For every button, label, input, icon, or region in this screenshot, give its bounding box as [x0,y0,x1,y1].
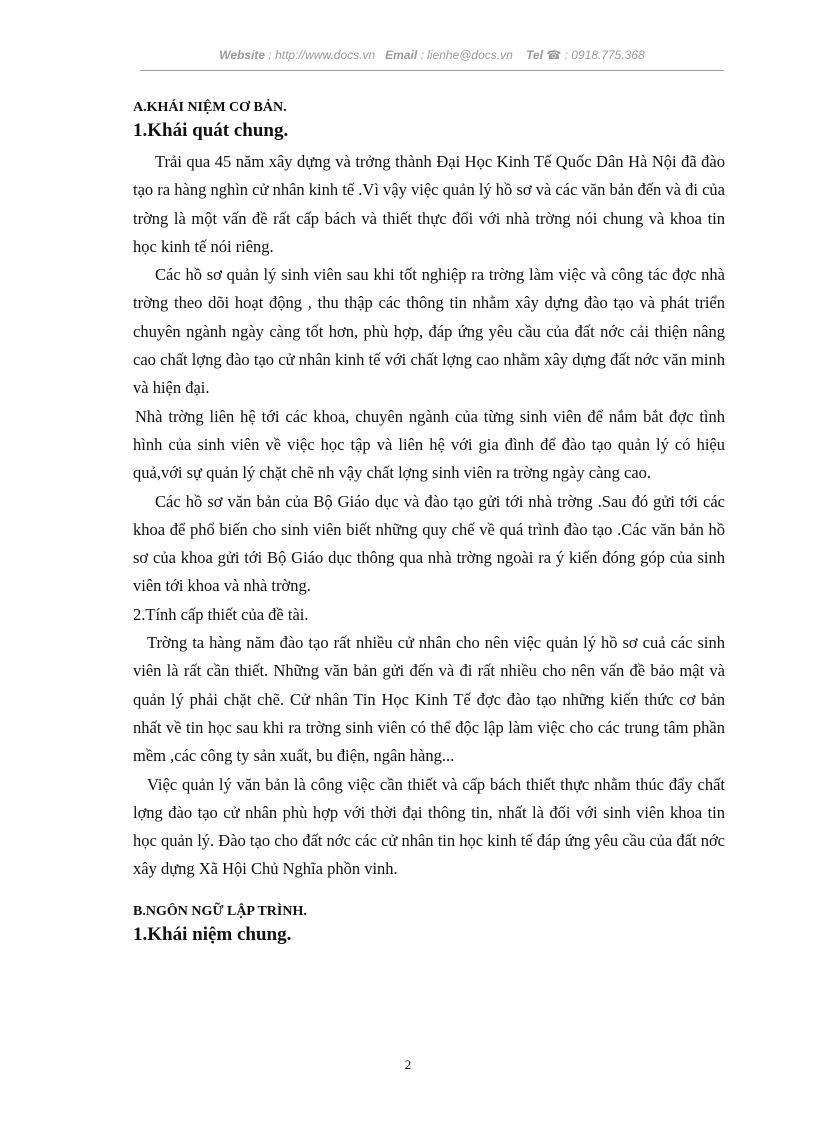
section-a-title: A.KHÁI NIỆM CƠ BẢN. [133,100,287,115]
paragraph-1: Trải qua 45 năm xây dựng và trởng thành Đại Học Kinh Tế Quốc Dân Hà Nội đã đào tạo ra hàng nghìn cử nhân kinh tế .Vì vậy việc quản lý hồ sơ và các văn bản đến và đi của trờng là một vấn đề rất cấp bách và thiết thực đối với nhà trờng nói chung và khoa tin học kinh tế nói riêng. [133,152,725,256]
paragraph-6: Việc quản lý văn bản là công việc cần thiết và cấp bách thiết thực nhằm thúc đẩy chất lợng đào tạo cử nhân phù hợp với thời đại thông tin, nhất là đối với sinh viên khoa tin học quản lý. Đào tạo cho đất nớc các cử nhân tin học kinh tế đáp ứng yêu cầu của đất nớc xây dựng Xã Hội Chủ Nghĩa phồn vinh. [133,774,725,879]
tel-value: ☎ : 0918.775.368 [546,48,645,62]
paragraph-5: Trờng ta hàng năm đào tạo rất nhiều cử nhân cho nên việc quản lý hồ sơ cuả các sinh viên là rất cần thiết. Những văn bản gửi đến và đi rất nhiều cho nên vấn đề bảo mật và quản lý phải chặt chẽ. Cử nhân Tin Học Kinh Tế đợc đào tạo những kiến thức cơ bản nhất về tin học sau khi ra trờng sinh viên có thể độc lập làm việc cho các trung tâm phần mềm ,các công ty sản xuất, bu điện, ngân hàng... [133,633,725,766]
page-number: 2 [404,1057,412,1072]
paragraph-3: Nhà trờng liên hệ tới các khoa, chuyên ngành của từng sinh viên để nắm bắt đợc tình hình của sinh viên về việc học tập và liên hệ với gia đình để đào tạo quản lý có hiệu quả,với sự quản lý chặt chẽ nh vậy chất lợng sinh viên ra trờng ngày càng cao. [133,406,725,483]
header-divider [140,70,724,71]
section-a-subheading-2: 2.Tính cấp thiết của đề tài. [133,604,309,624]
page-header [140,48,724,62]
section-b-title: B.NGÔN NGỮ LẬP TRÌNH. [133,903,307,919]
document-body [133,98,725,952]
tel-label: Tel [526,48,543,62]
website-value: : http://www.docs.vn [268,48,376,62]
paragraph-4: Các hồ sơ văn bản của Bộ Giáo dục và đào tạo gửi tới nhà trờng .Sau đó gửi tới các khoa để phổ biến cho sinh viên biết những quy chế về quá trình đào tạo .Các văn bản hồ sơ của khoa gửi tới Bộ Giáo dục thông qua nhà trờng ngoài ra ý kiến đóng góp của sinh viên tới khoa và nhà trờng. [133,491,725,596]
section-a-subheading-1: 1.Khái quát chung. [133,120,289,141]
email-value: : lienhe@docs.vn [420,48,513,62]
website-label: Website [219,48,266,62]
email-label: Email [385,48,418,62]
paragraph-2: Các hồ sơ quản lý sinh viên sau khi tốt nghiệp ra trờng làm việc và công tác đợc nhà trờng theo dõi hoạt động , thu thập các thông tin nhằm xây dựng đào tạo và phát triển chuyên ngành ngày càng tốt hơn, phù hợp, đáp ứng yêu cầu của đất nớc cải thiện nâng cao chất lợng đào tạo cử nhân kinh tế với chất lợng cao nhằm xây dựng đất nớc văn minh và hiện đại. [133,265,725,398]
section-b-subheading-1: 1.Khái niệm chung. [133,923,292,945]
